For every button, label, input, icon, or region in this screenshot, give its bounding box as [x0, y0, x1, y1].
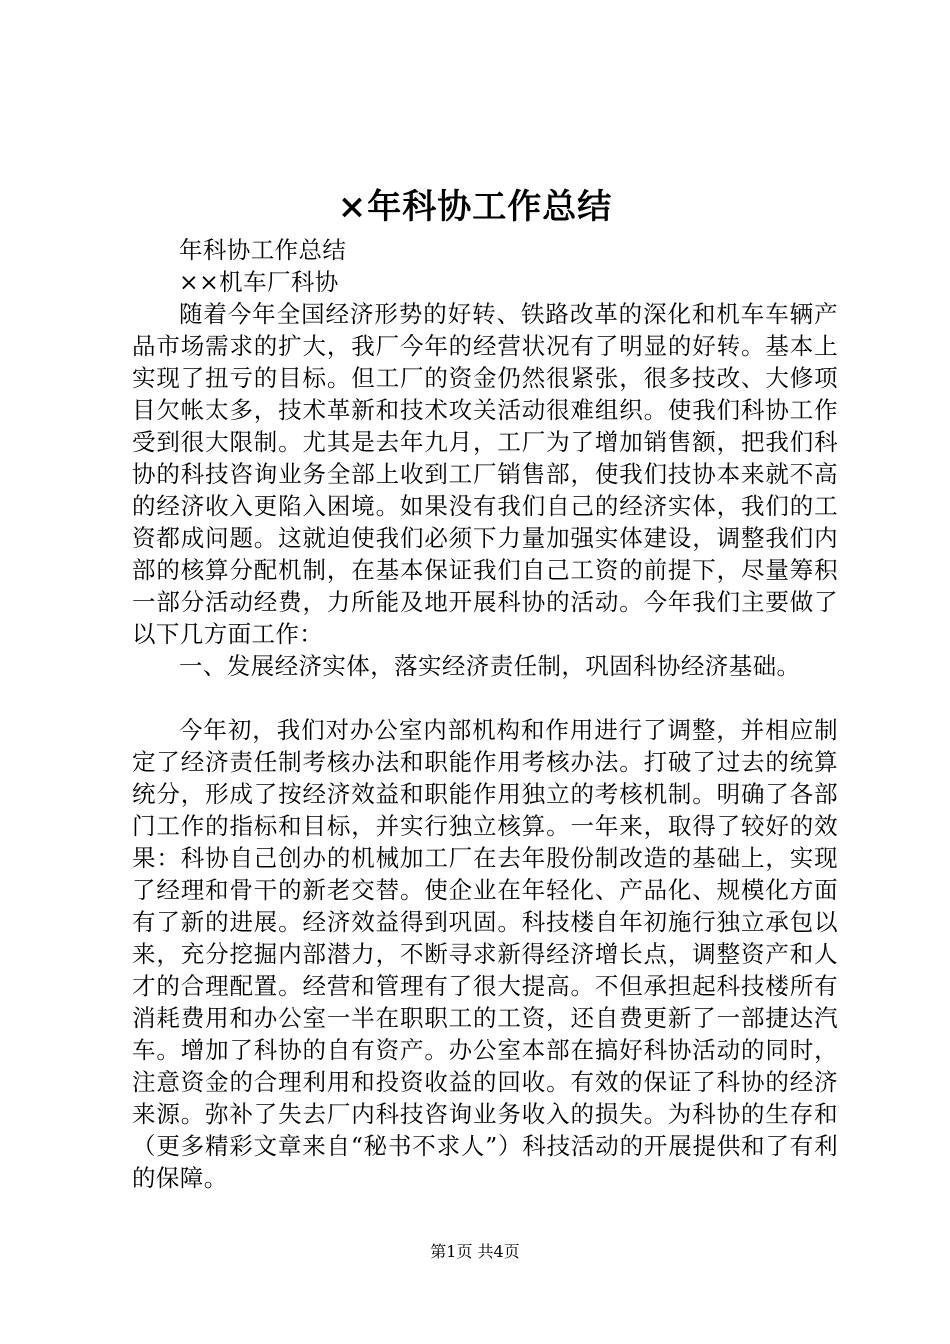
section-heading-1: 一、发展经济实体，落实经济责任制，巩固科协经济基础。 [179, 652, 801, 680]
author-paragraph: ××机车厂科协 [179, 268, 339, 296]
subtitle-paragraph: 年科协工作总结 [179, 236, 347, 264]
document-body [132, 234, 838, 1194]
intro-paragraph: 随着今年全国经济形势的好转、铁路改革的深化和机车车辆产品市场需求的扩大，我厂今年的经营状况有了明显的好转。基本上实现了扭亏的目标。但工厂的资金仍然很紧张，很多技改、大修项目欠帐太多，技术革新和技术攻关活动很难组织。使我们科协工作受到很大限制。尤其是去年九月，工厂为了增加销售额，把我们科协的科技咨询业务全部上收到工厂销售部，使我们技协本来就不高的经济收入更陷入困境。如果没有我们自己的经济实体，我们的工资都成问题。这就迫使我们必须下力量加强实体建设，调整我们内部的核算分配机制，在基本保证我们自己工资的前提下，尽量筹积一部分活动经费，力所能及地开展科协的活动。今年我们主要做了以下几方面工作： [132, 300, 838, 648]
page-footer: 第1页 共4页 [430, 1242, 520, 1261]
section-1-paragraph: 今年初，我们对办公室内部机构和作用进行了调整，并相应制定了经济责任制考核办法和职能作用考核办法。打破了过去的统算统分，形成了按经济效益和职能作用独立的考核机制。明确了各部门工作的指标和目标，并实行独立核算。一年来，取得了较好的效果：科协自己创办的机械加工厂在去年股份制改造的基础上，实现了经理和骨干的新老交替。使企业在年轻化、产品化、规模化方面有了新的进展。经济效益得到巩固。科技楼自年初施行独立承包以来，充分挖掘内部潜力，不断寻求新得经济增长点，调整资产和人才的合理配置。经营和管理有了很大提高。不但承担起科技楼所有消耗费用和办公室一半在职职工的工资，还自费更新了一部捷达汽车。增加了科协的自有资产。办公室本部在搞好科协活动的同时，注意资金的合理利用和投资收益的回收。有效的保证了科协的经济来源。弥补了失去厂内科技咨询业务收入的损失。为科协的生存和（更多精彩文章来自“秘书不求人”）科技活动的开展提供和了有利的保障。 [132, 716, 838, 1192]
document-title: ×年科协工作总结 [337, 187, 613, 227]
